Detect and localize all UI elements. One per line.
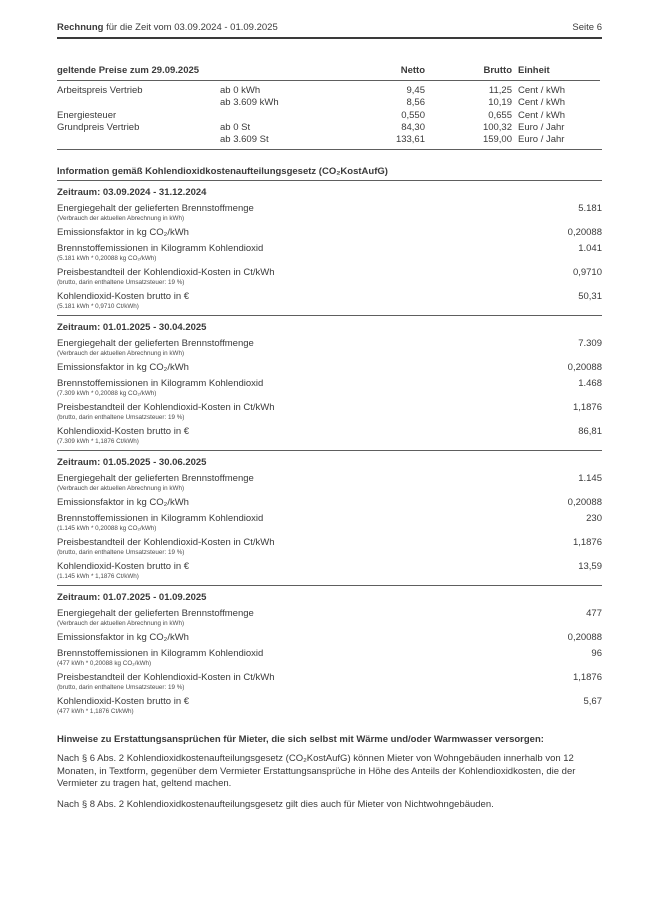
price-einheit: Euro / Jahr [518, 121, 565, 133]
co2-row-sublabel: (7.309 kWh * 1,1876 Ct/kWh) [57, 438, 139, 446]
period-heading: Zeitraum: 01.01.2025 - 30.04.2025 [57, 322, 207, 334]
co2-row [57, 632, 602, 643]
page-title-bold: Rechnung [57, 22, 104, 33]
co2-row-label: Kohlendioxid-Kosten brutto in € [57, 696, 190, 708]
co2-row-sublabel: (477 kWh * 1,1876 Ct/kWh) [57, 708, 134, 716]
co2-row-label: Emissionsfaktor in kg CO₂/kWh [57, 362, 189, 374]
co2-row-value: 96 [591, 648, 602, 660]
co2-row [57, 537, 602, 556]
co2-row [57, 402, 602, 421]
co2-section-title: Information gemäß Kohlendioxidkostenaufteilungsgesetz (CO₂KostAufG) [57, 166, 602, 181]
co2-row-value: 7.309 [578, 338, 602, 350]
price-brutto: 0,655 [488, 109, 512, 121]
co2-row-labels [57, 227, 189, 238]
tenant-notes-paragraph-2: Nach § 8 Abs. 2 Kohlendioxidkostenaufteilungsgesetz gilt dies auch für Mieter von Nichtwohngebäuden. [57, 799, 494, 811]
price-einheit: Cent / kWh [518, 85, 565, 96]
co2-row-sublabel: (Verbrauch der aktuellen Abrechnung in kWh) [57, 215, 185, 223]
price-einheit: Cent / kWh [518, 109, 565, 121]
co2-row-label: Preisbestandteil der Kohlendioxid-Kosten in Ct/kWh [57, 672, 275, 684]
co2-row-value: 1,1876 [572, 672, 602, 684]
co2-row-sublabel: (Verbrauch der aktuellen Abrechnung in kWh) [57, 620, 185, 628]
co2-row-label: Preisbestandteil der Kohlendioxid-Kosten in Ct/kWh [57, 537, 275, 549]
co2-row [57, 608, 602, 627]
co2-row-sublabel: (7.309 kWh * 0,20088 kg CO₂/kWh) [57, 390, 157, 398]
co2-row [57, 203, 602, 222]
co2-row-sublabel: (Verbrauch der aktuellen Abrechnung in kWh) [57, 350, 185, 358]
co2-row-label: Brennstoffemissionen in Kilogramm Kohlendioxid [57, 378, 264, 390]
co2-row-value: 1.145 [578, 473, 602, 485]
co2-row-value: 5.181 [578, 203, 602, 215]
co2-row-label: Brennstoffemissionen in Kilogramm Kohlendioxid [57, 513, 264, 525]
column-header-einheit: Einheit [512, 65, 600, 81]
price-tier: ab 3.609 kWh [220, 97, 279, 109]
co2-row-sublabel: (1.145 kWh * 0,20088 kg CO₂/kWh) [57, 525, 157, 533]
price-table [57, 65, 602, 150]
price-label: Energiesteuer [57, 109, 117, 121]
price-einheit: Cent / kWh [518, 97, 565, 109]
co2-row-label: Kohlendioxid-Kosten brutto in € [57, 426, 190, 438]
co2-row-label: Energiegehalt der gelieferten Brennstoffmenge [57, 473, 254, 485]
price-brutto: 10,19 [488, 97, 512, 109]
co2-row-value: 1,1876 [572, 537, 602, 549]
co2-row-labels [57, 203, 254, 222]
co2-row-label: Preisbestandteil der Kohlendioxid-Kosten in Ct/kWh [57, 267, 275, 279]
co2-row-labels [57, 338, 254, 357]
price-einheit: Euro / Jahr [518, 134, 565, 146]
co2-row-labels [57, 291, 189, 310]
co2-row-value: 0,20088 [567, 227, 602, 239]
column-header-netto: Netto [365, 65, 425, 81]
co2-row-value: 0,20088 [567, 632, 602, 644]
co2-row-label: Energiegehalt der gelieferten Brennstoffmenge [57, 608, 254, 620]
co2-row-sublabel: (477 kWh * 0,20088 kg CO₂/kWh) [57, 660, 152, 668]
co2-row-labels [57, 402, 275, 421]
co2-row-labels [57, 672, 275, 691]
co2-row-labels [57, 696, 189, 715]
co2-row [57, 473, 602, 492]
co2-row-labels [57, 473, 254, 492]
price-label [57, 134, 220, 146]
co2-row-sublabel: (1.145 kWh * 1,1876 Ct/kWh) [57, 573, 139, 581]
co2-row [57, 426, 602, 445]
co2-row-labels [57, 426, 189, 445]
co2-row-labels [57, 362, 189, 373]
co2-row-value: 50,31 [578, 291, 602, 303]
co2-row-value: 13,59 [578, 561, 602, 573]
co2-row [57, 696, 602, 715]
co2-row-labels [57, 632, 189, 643]
page-header [57, 22, 602, 39]
co2-period-block-2 [57, 322, 602, 451]
price-brutto: 100,32 [482, 121, 512, 133]
co2-row-label: Brennstoffemissionen in Kilogramm Kohlendioxid [57, 243, 264, 255]
co2-row-sublabel: (brutto, darin enthaltene Umsatzsteuer: 19 %) [57, 279, 185, 287]
co2-row [57, 267, 602, 286]
co2-row-label: Emissionsfaktor in kg CO₂/kWh [57, 632, 189, 644]
co2-row-labels [57, 243, 263, 262]
price-netto: 9,45 [406, 85, 425, 96]
co2-row-sublabel: (brutto, darin enthaltene Umsatzsteuer: 19 %) [57, 684, 185, 692]
price-tier [220, 110, 365, 122]
co2-row-labels [57, 648, 263, 667]
price-netto: 84,30 [401, 121, 425, 133]
co2-row-labels [57, 267, 275, 286]
co2-row-value: 1,1876 [572, 402, 602, 414]
period-heading: Zeitraum: 03.09.2024 - 31.12.2024 [57, 187, 207, 199]
price-tier: ab 0 St [220, 121, 251, 133]
co2-row-sublabel: (brutto, darin enthaltene Umsatzsteuer: 19 %) [57, 549, 185, 557]
co2-row-value: 5,67 [583, 696, 602, 708]
page-title [57, 22, 278, 33]
co2-row-sublabel: (5.181 kWh * 0,9710 Ct/kWh) [57, 303, 139, 311]
price-label [57, 97, 220, 109]
co2-row-sublabel: (brutto, darin enthaltene Umsatzsteuer: 19 %) [57, 414, 185, 422]
price-tier: ab 3.609 St [220, 134, 269, 146]
co2-row-sublabel: (5.181 kWh * 0,20088 kg CO₂/kWh) [57, 255, 157, 263]
co2-row-value: 1.041 [578, 243, 602, 255]
co2-row-labels [57, 608, 254, 627]
co2-row [57, 243, 602, 262]
co2-row-labels [57, 537, 275, 556]
co2-row [57, 648, 602, 667]
co2-row [57, 362, 602, 373]
co2-row-label: Kohlendioxid-Kosten brutto in € [57, 561, 190, 573]
co2-period-block-4 [57, 592, 602, 720]
co2-row-value: 230 [586, 513, 602, 525]
price-label: Grundpreis Vertrieb [57, 121, 140, 133]
co2-row [57, 672, 602, 691]
co2-row-label: Kohlendioxid-Kosten brutto in € [57, 291, 190, 303]
co2-row-label: Preisbestandteil der Kohlendioxid-Kosten in Ct/kWh [57, 402, 275, 414]
price-brutto: 159,00 [482, 134, 512, 146]
price-netto: 133,61 [395, 134, 425, 146]
co2-row-labels [57, 513, 263, 532]
co2-row [57, 513, 602, 532]
tenant-notes-heading: Hinweise zu Erstattungsansprüchen für Mieter, die sich selbst mit Wärme und/oder Warmwasser versorgen: [57, 734, 544, 746]
co2-row [57, 227, 602, 238]
co2-row-label: Brennstoffemissionen in Kilogramm Kohlendioxid [57, 648, 264, 660]
co2-row-sublabel: (Verbrauch der aktuellen Abrechnung in kWh) [57, 485, 185, 493]
price-brutto: 11,25 [488, 85, 512, 96]
co2-row [57, 291, 602, 310]
page-title-rest: für die Zeit vom 03.09.2024 - 01.09.2025 [103, 22, 278, 33]
co2-row [57, 338, 602, 357]
co2-row [57, 378, 602, 397]
co2-period-block-3 [57, 457, 602, 586]
co2-row-label: Energiegehalt der gelieferten Brennstoffmenge [57, 203, 254, 215]
price-netto: 8,56 [406, 97, 425, 109]
price-netto: 0,550 [401, 109, 425, 121]
co2-row-value: 0,9710 [572, 267, 602, 279]
price-tier: ab 0 kWh [220, 85, 261, 96]
co2-row-label: Energiegehalt der gelieferten Brennstoffmenge [57, 338, 254, 350]
co2-row-label: Emissionsfaktor in kg CO₂/kWh [57, 497, 189, 509]
co2-row [57, 497, 602, 508]
price-table-title: geltende Preise zum 29.09.2025 [57, 65, 365, 81]
co2-row-labels [57, 561, 189, 580]
co2-row-value: 0,20088 [567, 497, 602, 509]
co2-row-value: 1.468 [578, 378, 602, 390]
period-heading: Zeitraum: 01.07.2025 - 01.09.2025 [57, 592, 207, 604]
co2-row-value: 86,81 [578, 426, 602, 438]
price-label: Arbeitspreis Vertrieb [57, 85, 143, 96]
tenant-notes-paragraph-1: Nach § 6 Abs. 2 Kohlendioxidkostenaufteilungsgesetz (CO₂KostAufG) können Mieter von Wohngebäuden innerhalb von 12 Monaten, in Textform, gegenüber dem Vermieter Erstattungsansprüche in Höhe des Anteils der Kohlendioxidkosten, die der Vermieter zu tragen hat, geltend machen. [57, 753, 576, 790]
co2-period-block-1 [57, 187, 602, 316]
co2-row [57, 561, 602, 580]
co2-row-labels [57, 497, 189, 508]
co2-row-label: Emissionsfaktor in kg CO₂/kWh [57, 227, 189, 239]
period-heading: Zeitraum: 01.05.2025 - 30.06.2025 [57, 457, 207, 469]
page-number: Seite 6 [572, 22, 602, 33]
column-header-brutto: Brutto [425, 65, 512, 81]
co2-row-labels [57, 378, 263, 397]
co2-row-value: 0,20088 [567, 362, 602, 374]
co2-row-value: 477 [586, 608, 602, 620]
